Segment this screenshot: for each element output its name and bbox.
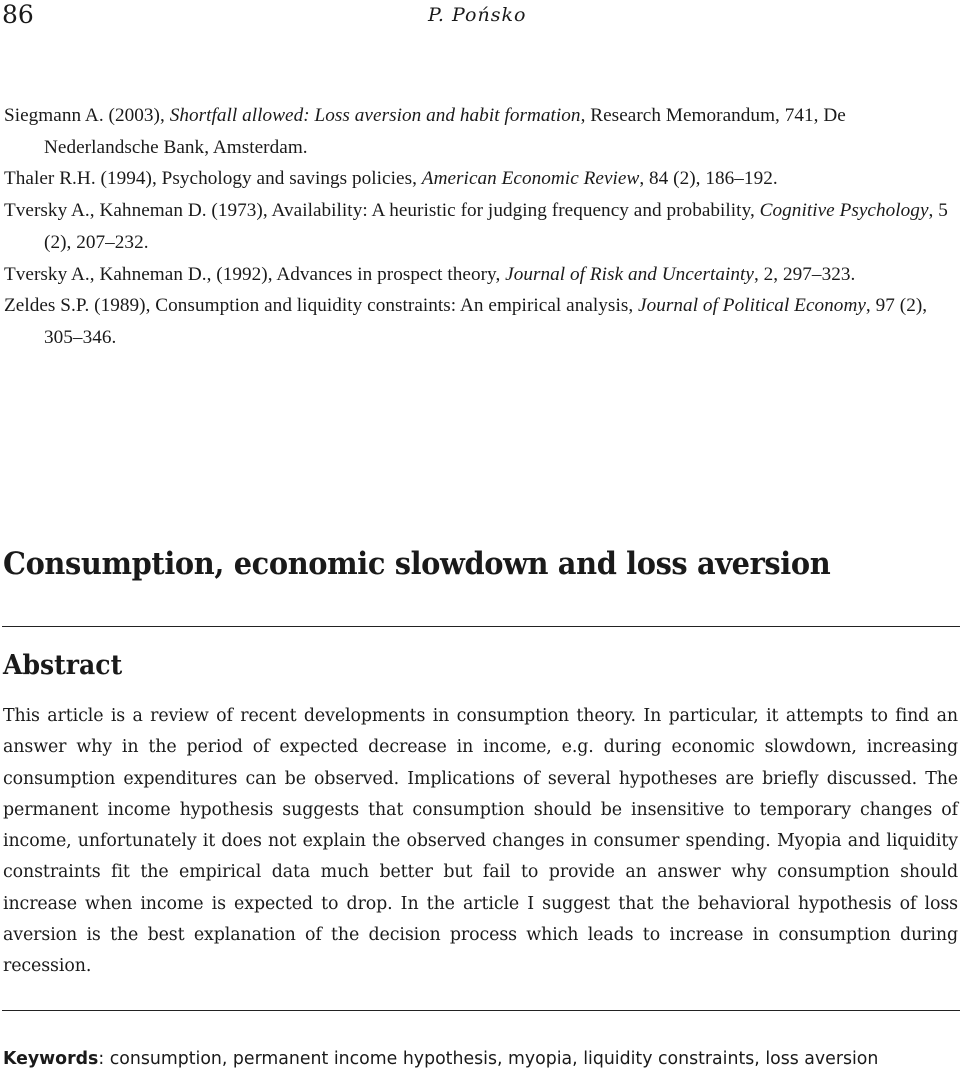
reference-details: , 2, 297–323. <box>753 263 856 285</box>
abstract-text: This article is a review of recent developments in consumption theory. In particular, it attempts to find an answer why in the period of expected decrease in income, e.g. during economic slowdown, increasing consumption expenditures can be observed. Implications of several hypotheses are briefly discussed. The permanent income hypothesis suggests that consumption should be insensitive to temporary changes of income, unfortunately it does not explain the observed changes in consumer spending. Myopia and liquidity constraints fit the empirical data much better but fail to provide an answer why consumption should increase when income is expected to drop. In the article I suggest that the behavioral hypothesis of loss aversion is the best explanation of the decision process which leads to increase in consumption during recession. <box>3 706 958 977</box>
reference-list <box>4 100 960 354</box>
reference-details: , Research Memorandum, 741, De Nederlandsche Bank, Amsterdam. <box>44 105 846 158</box>
reference-text: Siegmann A. (2003), <box>4 105 170 126</box>
reference-text: Thaler R.H. (1994), Psychology and savings policies, <box>4 168 422 190</box>
section-divider-top <box>2 626 960 627</box>
article-title: Consumption, economic slowdown and loss aversion <box>3 546 831 582</box>
reference-text: Zeldes S.P. (1989), Consumption and liquidity constraints: An empirical analysis, <box>4 295 639 317</box>
keywords-line <box>3 1049 878 1069</box>
reference-source: American Economic Review <box>421 168 640 190</box>
reference-entry <box>4 259 960 291</box>
reference-entry <box>4 100 960 163</box>
keywords-label: Keywords <box>3 1049 99 1069</box>
reference-entry <box>4 163 960 195</box>
reference-entry <box>4 195 960 258</box>
running-head: P. Pońsko <box>428 4 527 26</box>
reference-source: Cognitive Psychology <box>759 200 929 222</box>
reference-source: Journal of Risk and Uncertainty <box>505 263 754 285</box>
reference-details: , 5 (2), 207–232. <box>44 200 948 253</box>
page-header <box>0 0 960 30</box>
section-divider-bottom <box>2 1010 960 1011</box>
reference-entry <box>4 290 960 353</box>
reference-text: Tversky A., Kahneman D. (1973), Availability: A heuristic for judging frequency and probability, <box>4 200 760 222</box>
reference-source: Journal of Political Economy <box>638 295 866 317</box>
page-number: 86 <box>2 0 34 29</box>
keywords-list: : consumption, permanent income hypothesis, myopia, liquidity constraints, loss aversion <box>98 1049 879 1069</box>
reference-details: , 84 (2), 186–192. <box>639 168 778 190</box>
reference-details: , 97 (2), 305–346. <box>44 295 928 348</box>
abstract-heading: Abstract <box>3 650 123 681</box>
reference-text: Tversky A., Kahneman D., (1992), Advances in prospect theory, <box>4 263 506 285</box>
reference-source: Shortfall allowed: Loss aversion and habit formation <box>169 105 581 126</box>
